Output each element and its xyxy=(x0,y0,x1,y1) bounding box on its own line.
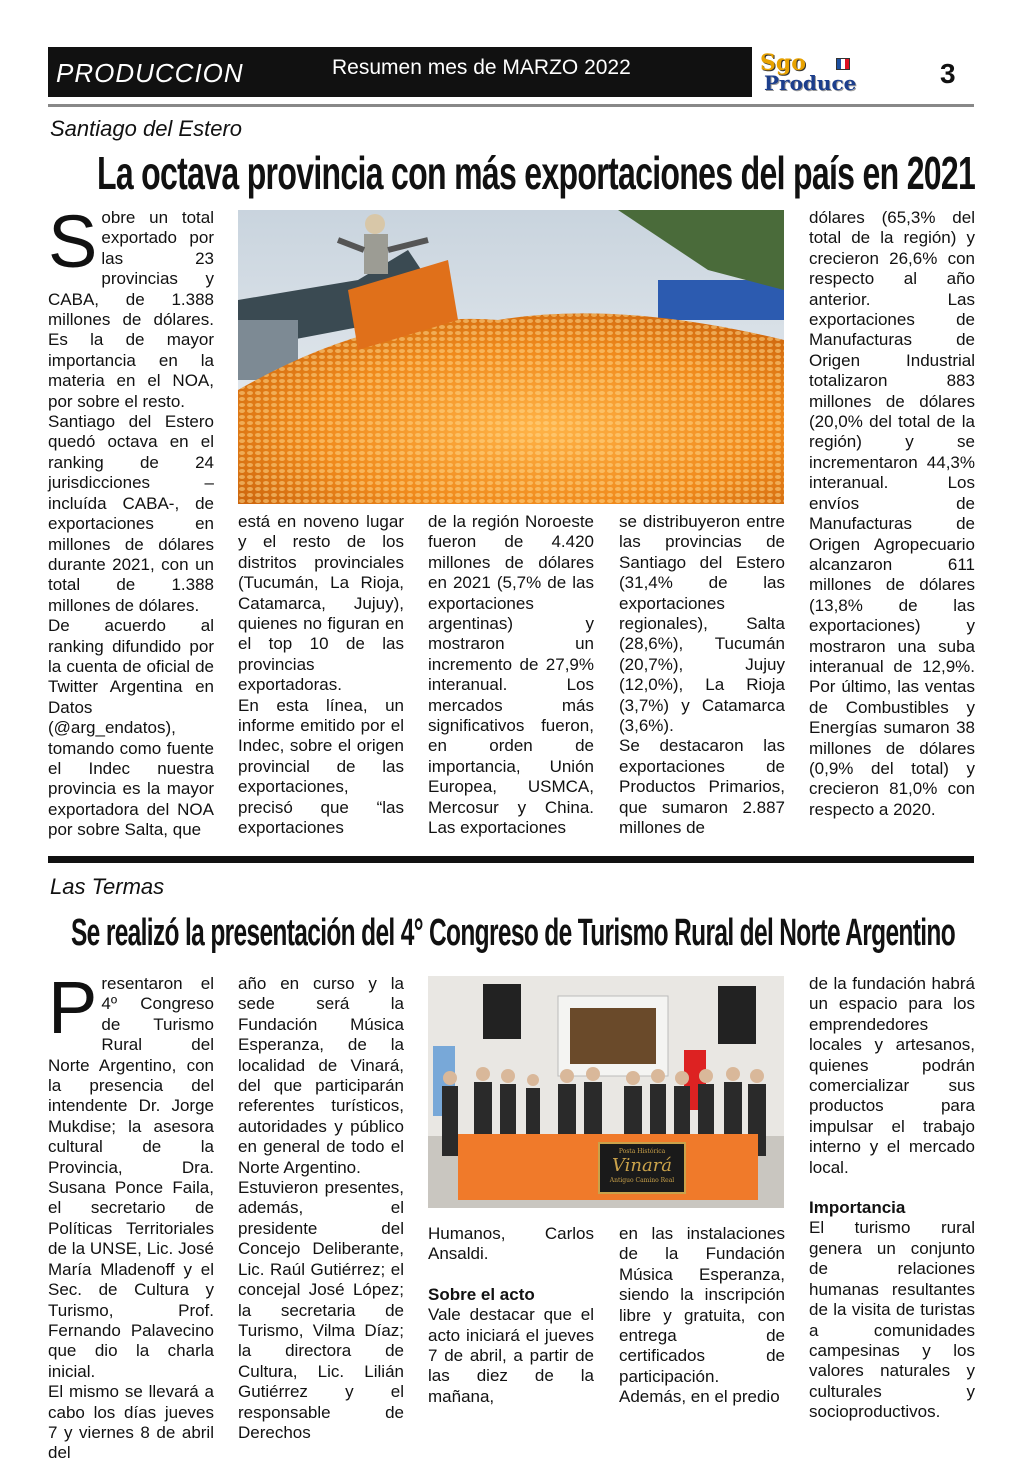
page-number: 3 xyxy=(940,58,956,89)
paragraph: en las instalaciones de la Fundación Música Esperanza, siendo la inscripción libre y gratuita, con entrega de certificados de participación. xyxy=(619,1224,785,1386)
paragraph: Vale destacar que el acto iniciará el jueves 7 de abril, a partir de las diez de la mañana, xyxy=(428,1305,594,1406)
article2-kicker: Las Termas xyxy=(50,874,165,899)
article2-column-1 xyxy=(48,966,214,1464)
paragraph: Además, en el predio xyxy=(619,1387,780,1407)
flag-icon xyxy=(836,58,850,70)
paragraph: Santiago del Estero quedó octava en el ranking de 24 jurisdicciones –incluída CABA-, de exportaciones en millones de dólares durante 2021, con un total de 1.388 millones de dólares. xyxy=(48,412,214,615)
paragraph: El turismo rural genera un conjunto de relaciones humanas resultantes de la visita de turistas a comunidades campesinas y los valores naturales y culturales y socioproductivos. xyxy=(809,1218,975,1422)
section-label: PRODUCCION xyxy=(56,58,244,88)
logo-bottom-text: Produce xyxy=(764,71,857,95)
article1-column-1 xyxy=(48,200,214,841)
paragraph: El mismo se llevará a cabo los días jueves 7 y viernes 8 de abril del xyxy=(48,1382,214,1463)
publication-logo xyxy=(758,50,902,95)
paragraph: dólares (65,3% del total de la región) y crecieron 26,6% con respecto al año anterior. Las exportaciones de Manufacturas de Origen Industrial totalizaron 883 millones de dólares (20,0% del total de la región) y se incrementaron 44,3% interanual. Los envíos de Manufacturas de Origen Agropecuario alcanzaron 611 millones de dólares (13,8% de las exportaciones) y mostraron una suba interanual de 12,9%. Por último, las ventas de Combustibles y Energías sumaron 38 millones de dólares (0,9% del total) y crecieron 81,0% con respecto a 2020. xyxy=(809,208,975,819)
paragraph: Humanos, Carlos Ansaldi. xyxy=(428,1224,594,1264)
article2-headline: Se realizó la presentación del 4° Congreso de Turismo Rural del Norte Argentino xyxy=(71,912,956,954)
dropcap: S xyxy=(48,200,98,283)
congress-event-photo xyxy=(428,976,784,1208)
paragraph: Se destacaron las exportaciones de Productos Primarios, que sumaron 2.887 millones de xyxy=(619,736,785,838)
paragraph: de la región Noroeste fueron de 4.420 millones de dólares en 2021 (5,7% de las exportaciones argentinas) y mostraron un incremento de 27,9% interanual. Los mercados más significativos fueron, en orden de importancia, Unión Europea, USMCA, Mercosur y China. Las exportaciones xyxy=(428,512,594,838)
banner-small-text: Posta Histórica xyxy=(618,1148,666,1155)
article1-headline: La octava provincia con más exportaciones del país en 2021 xyxy=(97,147,976,199)
article2-column-5 xyxy=(809,974,975,1423)
paragraph: año en curso y la sede será la Fundación Música Esperanza, de la localidad de Vinará, del que participarán referentes turísticos, autoridades y público en general de todo el Norte Argentino. xyxy=(238,974,404,1177)
banner-sub-text: Antiguo Camino Real xyxy=(609,1177,675,1184)
article1-kicker: Santiago del Estero xyxy=(50,116,243,141)
vinara-banner xyxy=(598,1142,686,1194)
article1-column-5 xyxy=(809,208,975,820)
subhead-sobre-el-acto: Sobre el acto xyxy=(428,1284,535,1304)
paragraph: obre un total exportado por las 23 provincias y CABA, de 1.388 millones de dólares. Es la de mayor importancia en la materia en el NOA, por sobre el resto. xyxy=(48,208,214,411)
article-divider xyxy=(48,856,974,863)
corn-harvest-photo xyxy=(238,210,784,504)
article2-column-3 xyxy=(428,1224,594,1407)
article2-column-2 xyxy=(238,974,404,1443)
logo-top-text: Sgo xyxy=(760,50,806,76)
article2-column-4 xyxy=(619,1224,785,1408)
header-rule xyxy=(48,104,974,107)
subhead-importancia: Importancia xyxy=(809,1198,906,1218)
paragraph: de la fundación habrá un espacio para los emprendedores locales y artesanos, quienes podrán comercializar sus productos para impulsar el trabajo interno y el mercado local. xyxy=(809,974,975,1177)
banner-title: Vinará xyxy=(611,1155,673,1176)
paragraph: está en noveno lugar y el resto de los distritos provinciales (Tucumán, La Rioja, Catamarca, Jujuy), quienes no figuran en el top 10 de las provincias exportadoras. xyxy=(238,512,404,695)
paragraph: resentaron el 4º Congreso de Turismo Rural del Norte Argentino, con la presencia del intendente Dr. Jorge Mukdise; la asesora cultural de la Provincia, Dra. Susana Ponce Faila, el secretario de Políticas Territoriales de la UNSE, Lic. José María Mladenoff y el Sec. de Cultura y Turismo, Prof. Fernando Palavecino que dio la charla inicial. xyxy=(48,974,214,1381)
article1-column-2 xyxy=(238,512,404,839)
paragraph: se distribuyeron entre las provincias de Santiago del Estero (31,4% de las exportaciones regionales), Salta (28,6%), Tucumán (20,7%), Jujuy (12,0%), La Rioja (3,7%) y Catamarca (3,6%). xyxy=(619,512,785,736)
dropcap: P xyxy=(48,966,98,1049)
paragraph: De acuerdo al ranking difundido por la cuenta de oficial de Twitter Argentina en Datos (@arg_endatos), tomando como fuente el Indec nuestra provincia es la mayor exportadora del NOA por sobre Salta, que xyxy=(48,616,214,840)
article1-column-3 xyxy=(428,512,594,839)
paragraph: En esta línea, un informe emitido por el Indec, sobre el origen provincial de las exportaciones, precisó que “las exportaciones xyxy=(238,695,404,838)
issue-label: Resumen mes de MARZO 2022 xyxy=(332,56,631,79)
paragraph: Estuvieron presentes, además, el presidente del Concejo Deliberante, Lic. Raúl Gutiérrez; el concejal José López; la secretaria de Turismo, Vilma Díaz; la directora de Cultura, Lic. Lilián Gutiérrez y el responsable de Derechos xyxy=(238,1178,404,1442)
article1-column-4 xyxy=(619,512,785,839)
